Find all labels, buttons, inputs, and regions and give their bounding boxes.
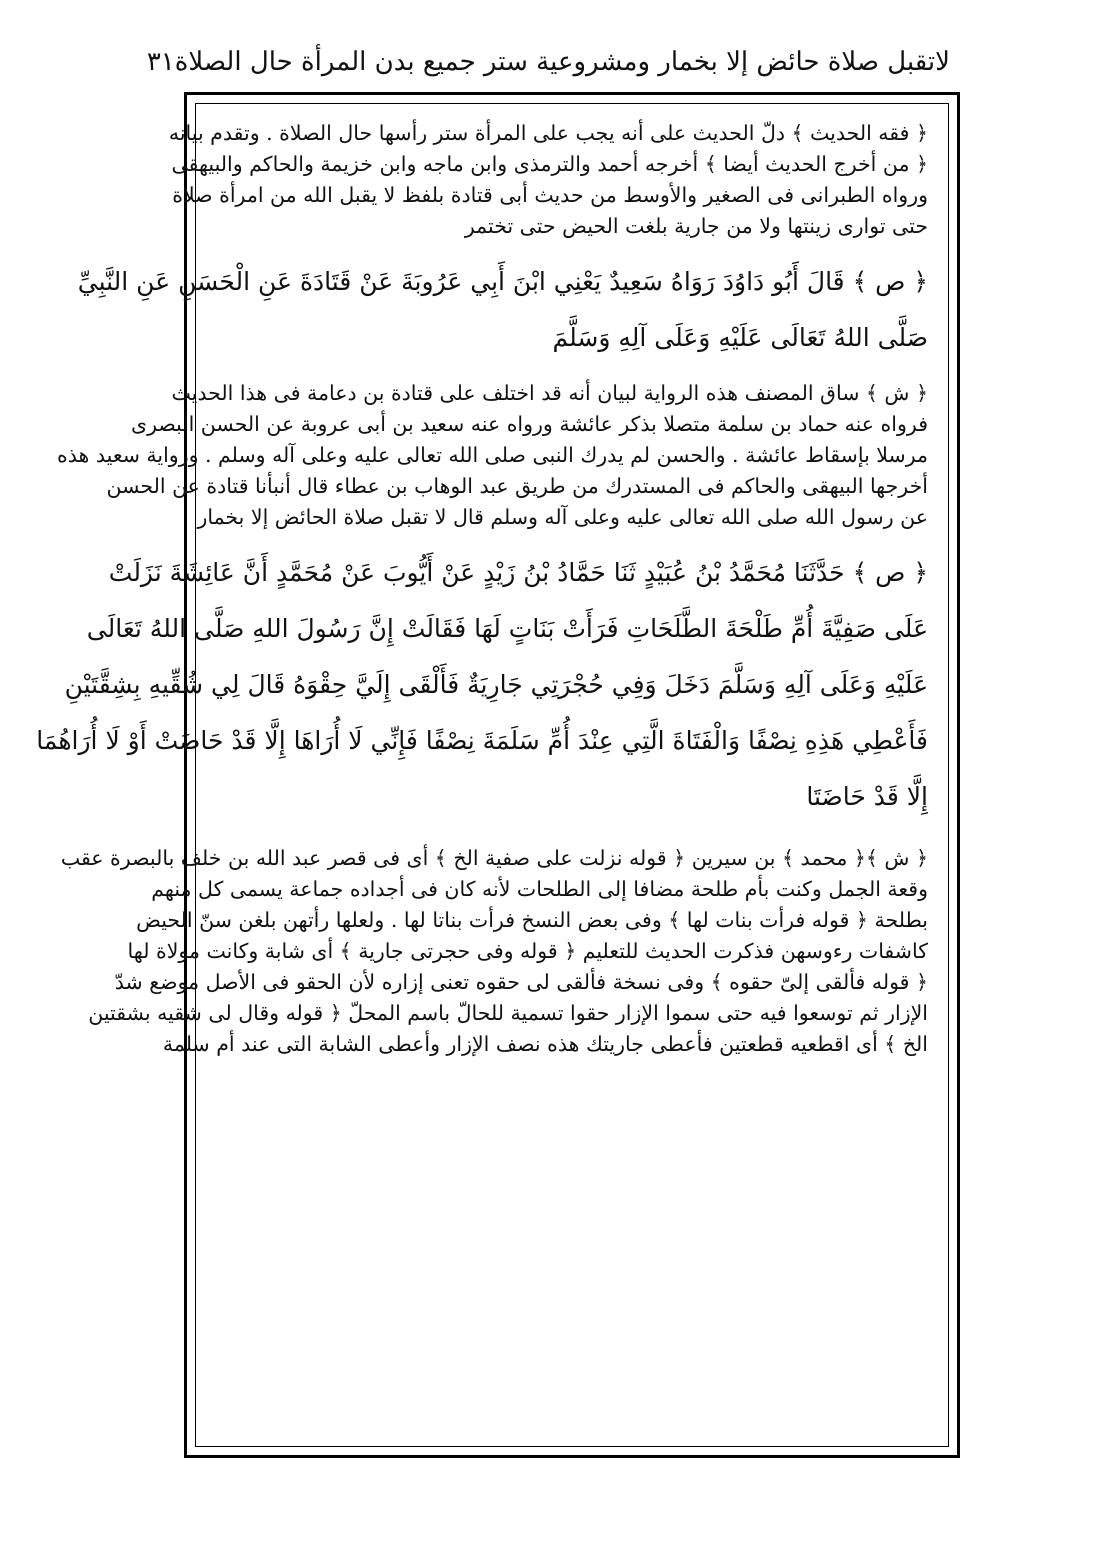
text-line: ﴿ فقه الحديث ﴾ دلّ الحديث على أنه يجب على المرأة ستر رأسها حال الصلاة . وتقدم بيانه	[168, 121, 928, 145]
commentary-block-fiqh	[168, 118, 928, 242]
page-number: ٣١	[146, 47, 175, 77]
text-line: مرسلا بإسقاط عائشة . والحسن لم يدرك النبى صلى الله تعالى عليه وعلى آله وسلم . ورواية سعيد هذه	[57, 443, 928, 467]
hadith-line: صَلَّى اللهُ تَعَالَى عَلَيْهِ وَعَلَى آلِهِ وَسَلَّمَ	[552, 323, 928, 352]
text-line: ﴿ ش ﴾﴿ محمد ﴾ بن سيرين ﴿ قوله نزلت على صفية الخ ﴾ أى فى قصر عبد الله بن خلف بالبصرة عقب	[60, 846, 928, 870]
commentary-block-sharh	[57, 378, 928, 533]
text-line: ورواه الطبرانى فى الصغير والأوسط من حديث أبى قتادة بلفظ لا يقبل الله من امرأة صلاة	[172, 183, 928, 207]
text-line: وقعة الجمل وكنت بأم طلحة مضافا إلى الطلحات لأنه كان فى أجداده جماعة يسمى كل منهم	[151, 877, 928, 901]
hadith-line: ﴿ ص ﴾ حَدَّثَنَا مُحَمَّدُ بْنُ عُبَيْدٍ ثَنَا حَمَّادُ بْنُ زَيْدٍ عَنْ أَيُّوبَ عَنْ مُحَمَّدٍ أَنَّ عَائِشَةَ نَزَلَتْ	[108, 558, 928, 587]
hadith-line: ﴿ ص ﴾ قَالَ أَبُو دَاوُدَ رَوَاهُ سَعِيدٌ يَعْنِي ابْنَ أَبِي عَرُوبَةَ عَنْ قَتَادَةَ عَنِ الْحَسَنِ عَنِ النَّبِيِّ	[77, 267, 928, 296]
hadith-line: عَلَيْهِ وَعَلَى آلِهِ وَسَلَّمَ دَخَلَ وَفِي حُجْرَتِي جَارِيَةٌ فَأَلْقَى إِلَيَّ حِقْوَهُ قَالَ لِي شُقِّيهِ بِشِقَّتَيْنِ	[64, 670, 928, 699]
text-line: ﴿ من أخرج الحديث أيضا ﴾ أخرجه أحمد والترمذى وابن ماجه وابن خزيمة والحاكم والبيهقى	[171, 152, 928, 176]
hadith-line: فَأَعْطِي هَذِهِ نِصْفًا وَالْفَتَاةَ الَّتِي عِنْدَ أُمِّ سَلَمَةَ نِصْفًا فَإِنِّي لَا أُرَاهَا إِلَّا قَدْ حَاضَتْ أَوْ لَا أُرَاهُمَا	[36, 726, 928, 755]
hadith-line: عَلَى صَفِيَّةَ أُمِّ طَلْحَةَ الطَّلَحَاتِ فَرَأَتْ بَنَاتٍ لَهَا فَقَالَتْ إِنَّ رَسُولَ اللهِ صَلَّى اللهُ تَعَالَى	[86, 614, 928, 643]
page-body	[36, 118, 928, 1060]
text-line: أخرجها البيهقى والحاكم فى المستدرك من طريق عبد الوهاب بن عطاء قال أنبأنا قتادة عن الحسن	[106, 474, 928, 498]
text-line: الإزار ثم توسعوا فيه حتى سموا الإزار حقوا تسمية للحالّ باسم المحلّ ﴿ قوله وقال لى شقيه بشقتين	[88, 1001, 928, 1025]
hadith-block-aisha	[36, 545, 928, 825]
commentary-block-explanation	[60, 843, 928, 1060]
text-line: حتى توارى زينتها ولا من جارية بلغت الحيض حتى تختمر	[464, 214, 928, 238]
running-title: لاتقبل صلاة حائض إلا بخمار ومشروعية ستر جميع بدن المرأة حال الصلاة	[174, 47, 950, 77]
text-line: كاشفات رءوسهن فذكرت الحديث للتعليم ﴿ قوله وفى حجرتى جارية ﴾ أى شابة وكانت مولاة لها	[127, 939, 928, 963]
hadith-block-abu-dawud	[77, 254, 928, 366]
text-line: عن رسول الله صلى الله تعالى عليه وعلى آله وسلم قال لا تقبل صلاة الحائض إلا بخمار	[197, 505, 928, 529]
text-line: الخ ﴾ أى اقطعيه قطعتين فأعطى جاريتك هذه نصف الإزار وأعطى الشابة التى عند أم سلمة	[162, 1032, 928, 1056]
text-line: بطلحة ﴿ قوله فرأت بنات لها ﴾ وفى بعض النسخ فرأت بناتا لها . ولعلها رأتهن بلغن سنّ الحيض	[136, 908, 928, 932]
text-line: ﴿ ش ﴾ ساق المصنف هذه الرواية لبيان أنه قد اختلف على قتادة بن دعامة فى هذا الحديث	[171, 381, 928, 405]
text-line: فرواه عنه حماد بن سلمة متصلا بذكر عائشة ورواه عنه سعيد بن أبى عروبة عن الحسن البصرى	[131, 412, 928, 436]
hadith-line: إِلَّا قَدْ حَاضَتَا	[806, 782, 928, 811]
page-header	[146, 40, 950, 84]
text-line: ﴿ قوله فألقى إلىّ حقوه ﴾ وفى نسخة فألقى لى حقوه تعنى إزاره لأن الحقو فى الأصل موضع شدّ	[114, 970, 928, 994]
